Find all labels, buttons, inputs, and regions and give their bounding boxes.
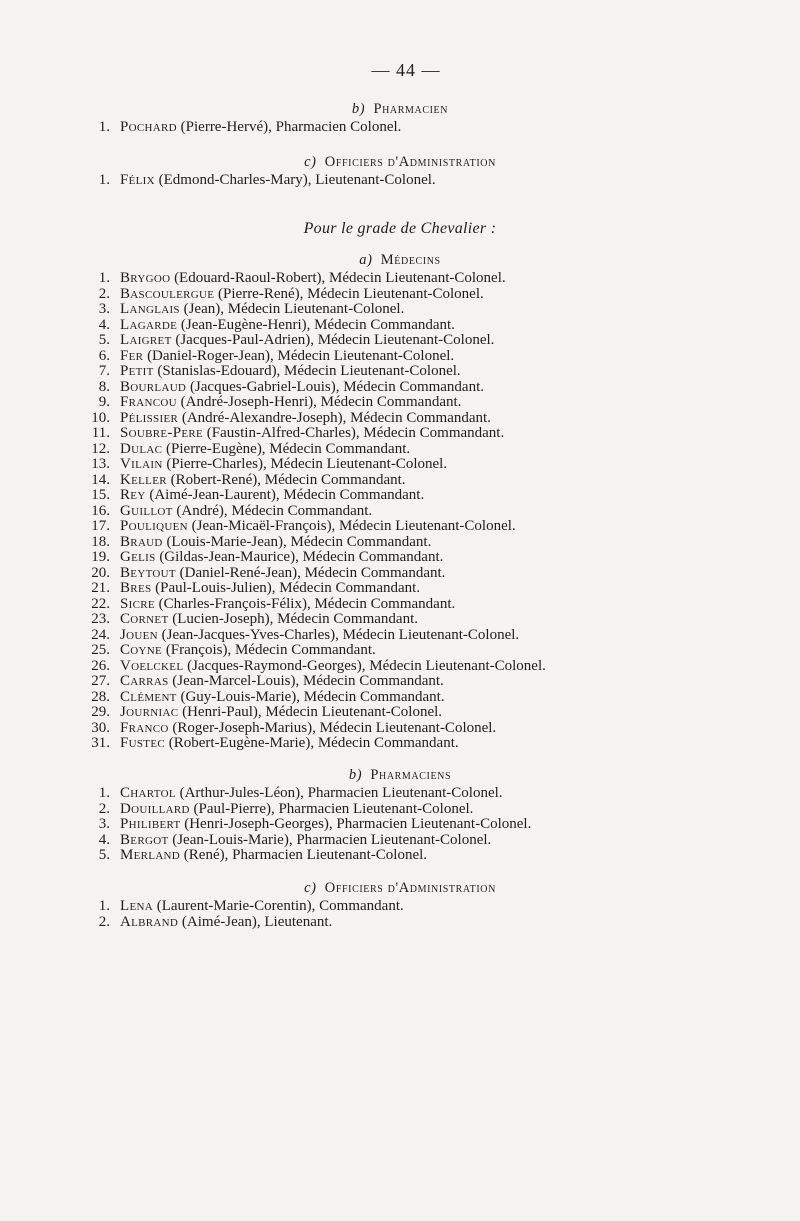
list-item bbox=[0, 488, 800, 504]
entry-details: (Laurent-Marie-Corentin), Commandant. bbox=[156, 898, 404, 914]
list-item bbox=[0, 120, 800, 136]
entry-number: 25. bbox=[91, 642, 110, 658]
entry-details: (Jean-Jacques-Yves-Charles), Médecin Lieutenant-Colonel. bbox=[161, 626, 520, 643]
entry-details: (Gildas-Jean-Maurice), Médecin Commandant. bbox=[159, 549, 444, 565]
entry-name: Merland bbox=[120, 847, 181, 863]
section-title: Pharmaciens bbox=[370, 767, 452, 783]
entry-details: (Henri-Paul), Médecin Lieutenant-Colonel. bbox=[182, 704, 443, 720]
list-item bbox=[0, 736, 800, 752]
list-item bbox=[0, 302, 800, 318]
entry-list bbox=[0, 120, 800, 136]
entry-number: 13. bbox=[91, 456, 110, 472]
entry-details: (Pierre-Charles), Médecin Lieutenant-Colonel. bbox=[166, 456, 448, 472]
entry-list bbox=[0, 173, 800, 189]
list-item bbox=[0, 721, 800, 737]
list-item bbox=[0, 833, 800, 849]
list-item bbox=[0, 597, 800, 613]
entry-details: (Henri-Joseph-Georges), Pharmacien Lieutenant-Colonel. bbox=[184, 816, 532, 832]
entry-number: 5. bbox=[98, 332, 110, 348]
entry-number: 31. bbox=[91, 735, 110, 751]
list-item bbox=[0, 349, 800, 365]
section-medecins bbox=[0, 249, 800, 752]
entry-name: Fer bbox=[120, 347, 144, 364]
entry-number: 11. bbox=[91, 425, 110, 441]
entry-number: 21. bbox=[91, 580, 110, 596]
entry-number: 4. bbox=[98, 831, 110, 848]
entry-details: (Arthur-Jules-Léon), Pharmacien Lieutenant-Colonel. bbox=[179, 785, 503, 801]
entry-list bbox=[0, 786, 800, 864]
entry-number: 20. bbox=[91, 564, 110, 581]
entry-name: Beytout bbox=[120, 564, 176, 581]
entry-details: (André), Médecin Commandant. bbox=[176, 502, 373, 519]
list-item bbox=[0, 473, 800, 489]
section-pharmacien bbox=[0, 98, 800, 136]
entry-name: Bres bbox=[120, 580, 152, 596]
list-item bbox=[0, 457, 800, 473]
entry-number: 1. bbox=[98, 898, 110, 914]
entry-name: Bascoulergue bbox=[120, 285, 215, 302]
entry-details: (Jean-Eugène-Henri), Médecin Commandant. bbox=[180, 316, 455, 333]
list-item bbox=[0, 659, 800, 675]
list-item bbox=[0, 364, 800, 380]
entry-name: Félix bbox=[120, 172, 155, 188]
list-item bbox=[0, 271, 800, 287]
entry-details: (Edouard-Raoul-Robert), Médecin Lieutenant-Colonel. bbox=[174, 270, 506, 286]
entry-number: 9. bbox=[98, 394, 110, 410]
section-heading bbox=[0, 249, 800, 271]
list-item bbox=[0, 817, 800, 833]
list-item bbox=[0, 504, 800, 520]
entry-details: (Daniel-René-Jean), Médecin Commandant. bbox=[179, 564, 446, 581]
section-heading bbox=[0, 764, 800, 786]
entry-details: (Robert-René), Médecin Commandant. bbox=[170, 471, 406, 488]
entry-name: Sicre bbox=[120, 595, 155, 612]
chevalier-title-block bbox=[0, 218, 800, 240]
entry-details: (Daniel-Roger-Jean), Médecin Lieutenant-Colonel. bbox=[147, 347, 455, 364]
entry-name: Fustec bbox=[120, 735, 165, 751]
list-item bbox=[0, 705, 800, 721]
entry-name: Philibert bbox=[120, 816, 181, 832]
entry-number: 30. bbox=[91, 719, 110, 736]
entry-number: 3. bbox=[98, 301, 110, 317]
entry-number: 24. bbox=[91, 626, 110, 643]
entry-number: 6. bbox=[98, 347, 110, 364]
list-item bbox=[0, 628, 800, 644]
entry-number: 14. bbox=[91, 471, 110, 488]
entry-details: (Jacques-Gabriel-Louis), Médecin Commandant. bbox=[189, 378, 485, 395]
entry-number: 22. bbox=[91, 595, 110, 612]
entry-name: Vilain bbox=[120, 456, 163, 472]
entry-details: (Aimé-Jean), Lieutenant. bbox=[181, 913, 333, 930]
entry-name: Gelis bbox=[120, 549, 156, 565]
entry-number: 16. bbox=[91, 502, 110, 519]
list-item bbox=[0, 395, 800, 411]
entry-number: 19. bbox=[91, 549, 110, 565]
entry-number: 8. bbox=[98, 378, 110, 395]
entry-details: (Paul-Louis-Julien), Médecin Commandant. bbox=[155, 580, 421, 596]
section-officiers-top bbox=[0, 151, 800, 189]
section-title: Officiers d'Administration bbox=[324, 880, 496, 896]
entry-name: Rey bbox=[120, 487, 146, 503]
entry-details: (François), Médecin Commandant. bbox=[165, 642, 376, 658]
entry-name: Petit bbox=[120, 363, 154, 379]
list-item bbox=[0, 411, 800, 427]
entry-details: (Jean-Marcel-Louis), Médecin Commandant. bbox=[172, 673, 444, 689]
entry-details: (Edmond-Charles-Mary), Lieutenant-Colonel. bbox=[158, 172, 436, 188]
entry-name: Soubre-Pere bbox=[120, 425, 204, 441]
list-item bbox=[0, 690, 800, 706]
section-title: Officiers d'Administration bbox=[324, 154, 496, 170]
entry-number: 2. bbox=[98, 285, 110, 302]
entry-name: Braud bbox=[120, 533, 163, 550]
entry-name: Dulac bbox=[120, 440, 163, 457]
entry-name: Langlais bbox=[120, 301, 180, 317]
list-item bbox=[0, 535, 800, 551]
entry-number: 2. bbox=[98, 913, 110, 930]
entry-name: Brygoo bbox=[120, 270, 171, 286]
entry-details: (Lucien-Joseph), Médecin Commandant. bbox=[172, 611, 418, 627]
entry-name: Keller bbox=[120, 471, 167, 488]
entry-details: (Jean), Médecin Lieutenant-Colonel. bbox=[183, 301, 405, 317]
entry-number: 27. bbox=[91, 673, 110, 689]
entry-name: Albrand bbox=[120, 913, 179, 930]
section-prefix: a) bbox=[359, 252, 373, 268]
page-number: — 44 — bbox=[371, 60, 441, 80]
list-item bbox=[0, 899, 800, 915]
entry-details: (Guy-Louis-Marie), Médecin Commandant. bbox=[180, 688, 445, 705]
entry-number: 1. bbox=[98, 270, 110, 286]
list-item bbox=[0, 380, 800, 396]
list-item bbox=[0, 426, 800, 442]
list-item bbox=[0, 287, 800, 303]
list-item bbox=[0, 550, 800, 566]
entry-number: 23. bbox=[91, 611, 110, 627]
entry-number: 18. bbox=[91, 533, 110, 550]
section-prefix: b) bbox=[351, 101, 366, 117]
entry-details: (Pierre-Eugène), Médecin Commandant. bbox=[166, 440, 411, 457]
entry-number: 2. bbox=[98, 800, 110, 817]
entry-number: 7. bbox=[98, 363, 110, 379]
entry-number: 15. bbox=[91, 487, 110, 503]
list-item bbox=[0, 566, 800, 582]
entry-name: Bergot bbox=[120, 831, 169, 848]
entry-details: (André-Joseph-Henri), Médecin Commandant. bbox=[180, 394, 462, 410]
entry-name: Francou bbox=[120, 394, 177, 410]
entry-name: Jouen bbox=[120, 626, 158, 643]
entry-details: (Stanislas-Edouard), Médecin Lieutenant-Colonel. bbox=[157, 363, 461, 379]
entry-name: Guillot bbox=[120, 502, 173, 519]
list-item bbox=[0, 333, 800, 349]
entry-number: 29. bbox=[91, 704, 110, 720]
entry-name: Voelckel bbox=[120, 657, 184, 674]
entry-number: 5. bbox=[98, 847, 110, 863]
list-item bbox=[0, 848, 800, 864]
entry-number: 1. bbox=[98, 172, 110, 188]
section-officiers bbox=[0, 877, 800, 930]
entry-name: Pouliquen bbox=[120, 518, 188, 534]
entry-details: (Jean-Louis-Marie), Pharmacien Lieutenant-Colonel. bbox=[172, 831, 492, 848]
entry-name: Lena bbox=[120, 898, 153, 914]
entry-name: Franco bbox=[120, 719, 169, 736]
entry-details: (Jacques-Paul-Adrien), Médecin Lieutenant-Colonel. bbox=[175, 332, 495, 348]
entry-details: (Louis-Marie-Jean), Médecin Commandant. bbox=[166, 533, 432, 550]
entry-name: Journiac bbox=[120, 704, 179, 720]
section-heading bbox=[0, 877, 800, 899]
entry-number: 26. bbox=[91, 657, 110, 674]
chevalier-title: Pour le grade de Chevalier : bbox=[303, 220, 497, 237]
list-item bbox=[0, 173, 800, 189]
list-item bbox=[0, 802, 800, 818]
list-item bbox=[0, 915, 800, 931]
entry-list bbox=[0, 271, 800, 752]
entry-name: Coyne bbox=[120, 642, 163, 658]
entry-details: (Faustin-Alfred-Charles), Médecin Commandant. bbox=[206, 425, 505, 441]
list-item bbox=[0, 643, 800, 659]
entry-list bbox=[0, 899, 800, 930]
entry-details: (Paul-Pierre), Pharmacien Lieutenant-Colonel. bbox=[193, 800, 474, 817]
entry-details: (Jean-Micaël-François), Médecin Lieutenant-Colonel. bbox=[191, 518, 516, 534]
entry-name: Douillard bbox=[120, 800, 190, 817]
entry-name: Clément bbox=[120, 688, 177, 705]
entry-details: (Jacques-Raymond-Georges), Médecin Lieutenant-Colonel. bbox=[187, 657, 546, 674]
section-pharmaciens bbox=[0, 764, 800, 864]
section-prefix: c) bbox=[304, 154, 317, 170]
entry-name: Lagarde bbox=[120, 316, 178, 333]
entry-number: 3. bbox=[98, 816, 110, 832]
entry-details: (Roger-Joseph-Marius), Médecin Lieutenant-Colonel. bbox=[172, 719, 497, 736]
section-prefix: b) bbox=[348, 767, 363, 783]
entry-details: (Aimé-Jean-Laurent), Médecin Commandant. bbox=[149, 487, 425, 503]
entry-number: 1. bbox=[98, 119, 110, 135]
entry-number: 4. bbox=[98, 316, 110, 333]
entry-number: 28. bbox=[91, 688, 110, 705]
entry-details: (Pierre-Hervé), Pharmacien Colonel. bbox=[180, 119, 402, 135]
section-prefix: c) bbox=[304, 880, 317, 896]
entry-details: (Pierre-René), Médecin Lieutenant-Colonel. bbox=[218, 285, 484, 302]
list-item bbox=[0, 612, 800, 628]
entry-details: (René), Pharmacien Lieutenant-Colonel. bbox=[183, 847, 428, 863]
entry-number: 17. bbox=[91, 518, 110, 534]
entry-details: (Robert-Eugène-Marie), Médecin Commandant. bbox=[168, 735, 459, 751]
section-heading bbox=[0, 151, 800, 173]
entry-name: Chartol bbox=[120, 785, 176, 801]
entry-number: 1. bbox=[98, 785, 110, 801]
entry-name: Cornet bbox=[120, 611, 169, 627]
entry-number: 10. bbox=[91, 409, 110, 426]
entry-name: Pochard bbox=[120, 119, 177, 135]
list-item bbox=[0, 674, 800, 690]
list-item bbox=[0, 786, 800, 802]
entry-name: Bourlaud bbox=[120, 378, 187, 395]
section-heading bbox=[0, 98, 800, 120]
list-item bbox=[0, 519, 800, 535]
entry-details: (Charles-François-Félix), Médecin Commandant. bbox=[158, 595, 456, 612]
list-item bbox=[0, 318, 800, 334]
entry-name: Laigret bbox=[120, 332, 172, 348]
list-item bbox=[0, 442, 800, 458]
entry-details: (André-Alexandre-Joseph), Médecin Commandant. bbox=[181, 409, 491, 426]
section-title: Pharmacien bbox=[373, 101, 449, 117]
list-item bbox=[0, 581, 800, 597]
entry-name: Pélissier bbox=[120, 409, 179, 426]
section-title: Médecins bbox=[380, 252, 441, 268]
entry-name: Carras bbox=[120, 673, 169, 689]
entry-number: 12. bbox=[91, 440, 110, 457]
